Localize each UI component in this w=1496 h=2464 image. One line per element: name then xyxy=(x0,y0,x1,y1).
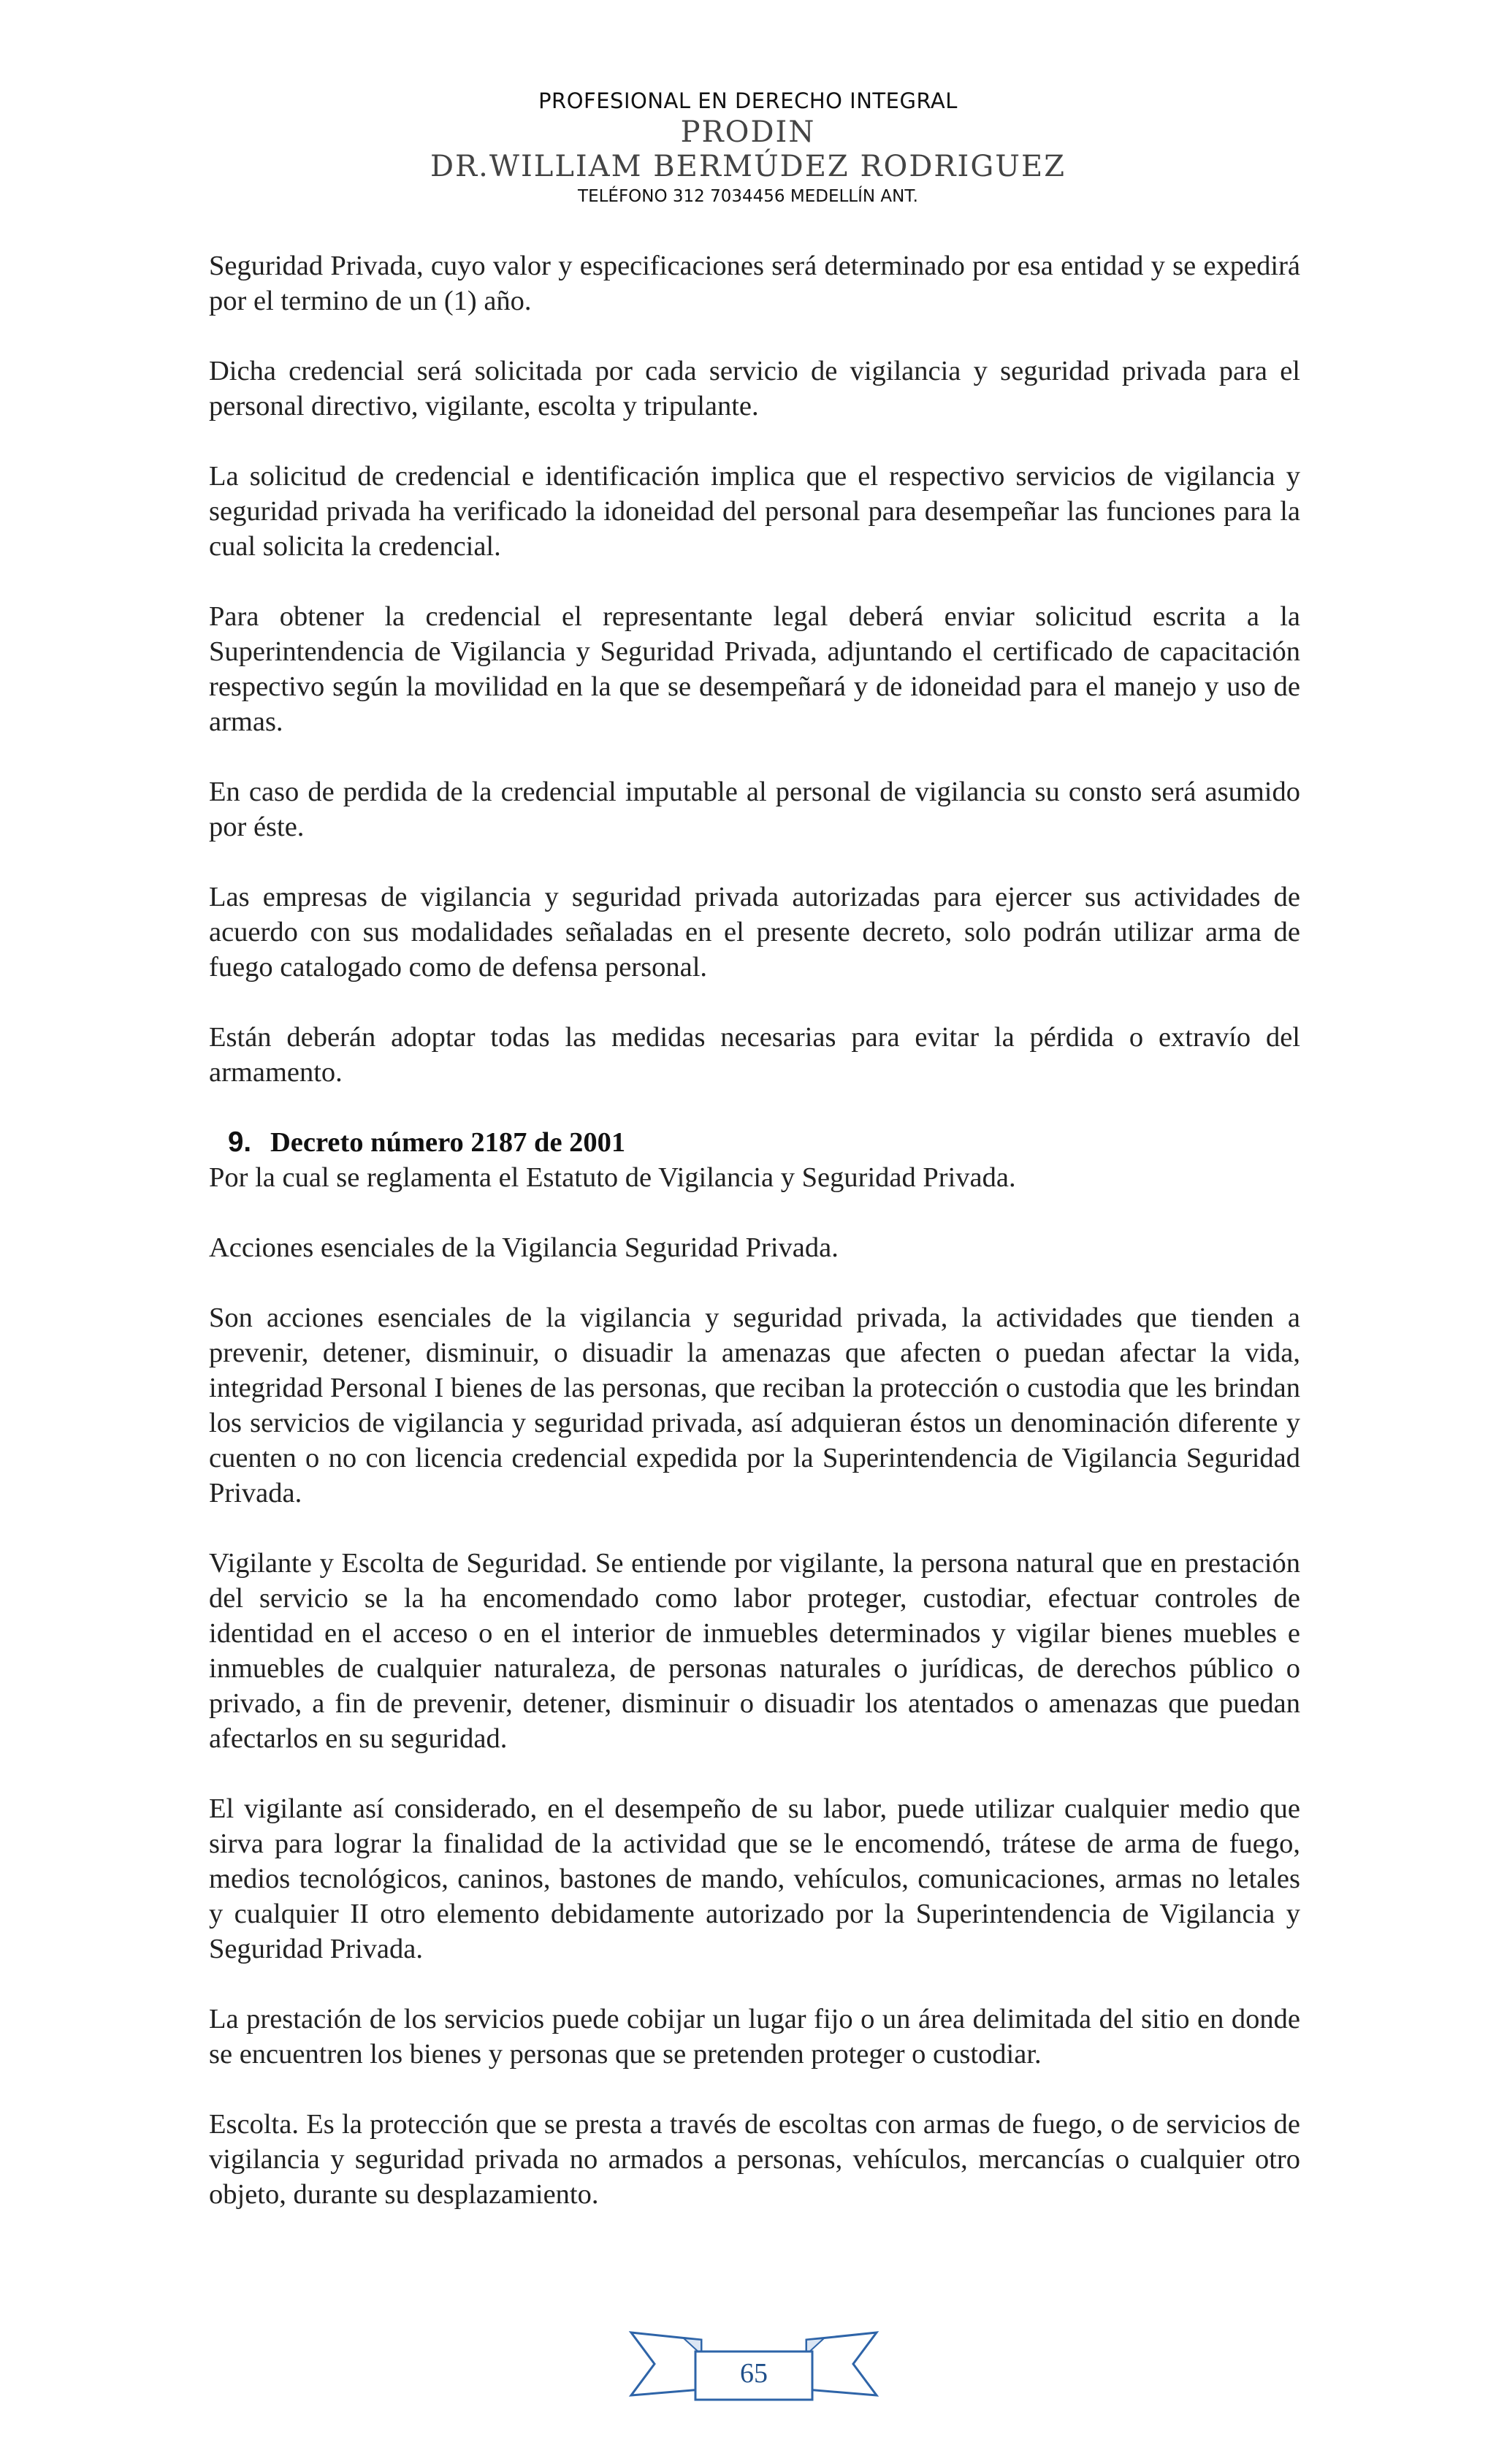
paragraph: Son acciones esenciales de la vigilancia y seguridad privada, la actividades que tienden a prevenir, detener, disminuir, o disuadir la amenazas que afecten o puedan afectar la vida, integridad Personal I bienes de las personas, que reciban la protección o custodia que les brindan los servicios de vigilancia y seguridad privada, así adquieran éstos un denominación diferente y cuenten o no con licencia credencial expedida por la Superintendencia de Vigilancia Seguridad Privada. xyxy=(209,1302,1300,1508)
header-phone: TELÉFONO 312 7034456 MEDELLÍN ANT. xyxy=(578,187,918,206)
paragraph: Por la cual se reglamenta el Estatuto de Vigilancia y Seguridad Privada. xyxy=(209,1162,1016,1193)
section-heading xyxy=(209,1125,1300,1160)
document-body xyxy=(209,248,1300,2212)
paragraph: En caso de perdida de la credencial imputable al personal de vigilancia su consto será asumido por éste. xyxy=(209,777,1300,842)
paragraph: Las empresas de vigilancia y seguridad privada autorizadas para ejercer sus actividades de acuerdo con sus modalidades señaladas en el presente decreto, solo podrán utilizar arma de fuego catalogado como de defensa personal. xyxy=(209,882,1300,983)
paragraph: Escolta. Es la protección que se presta a través de escoltas con armas de fuego, o de servicios de vigilancia y seguridad privada no armados a personas, vehículos, mercancías o cualquier otro objeto, durante su desplazamiento. xyxy=(209,2109,1300,2210)
header-firm-name: PRODIN xyxy=(680,115,816,149)
paragraph: Vigilante y Escolta de Seguridad. Se entiende por vigilante, la persona natural que en prestación del servicio se la ha encomendado como labor proteger, custodiar, efectuar controles de identidad en el acceso o en el interior de inmuebles determinados y vigilar bienes muebles e inmuebles de cualquier naturaleza, de personas naturales o jurídicas, de derechos público o privado, a fin de prevenir, detener, disminuir o disuadir los atentados o amenazas que puedan afectarlos en su seguridad. xyxy=(209,1548,1300,1754)
paragraph: Para obtener la credencial el representante legal deberá enviar solicitud escrita a la Superintendencia de Vigilancia y Seguridad Privada, adjuntando el certificado de capacitación respectivo según la movilidad en la que se desempeñará y de idoneidad para el manejo y uso de armas. xyxy=(209,601,1300,737)
paragraph: Están deberán adoptar todas las medidas necesarias para evitar la pérdida o extravío del armamento. xyxy=(209,1022,1300,1088)
paragraph: El vigilante así considerado, en el desempeño de su labor, puede utilizar cualquier medio que sirva para lograr la finalidad de la actividad que se le encomendó, trátese de arma de fuego, medios tecnológicos, caninos, bastones de mando, vehículos, comunicaciones, armas no letales y cualquier II otro elemento debidamente autorizado por la Superintendencia de Vigilancia y Seguridad Privada. xyxy=(209,1793,1300,1964)
paragraph: Seguridad Privada, cuyo valor y especificaciones será determinado por esa entidad y se expedirá por el termino de un (1) año. xyxy=(209,251,1300,316)
header-lawyer-name: DR.WILLIAM BERMÚDEZ RODRIGUEZ xyxy=(430,150,1066,183)
section-number: 9. xyxy=(228,1126,252,1158)
section-title: Decreto número 2187 de 2001 xyxy=(270,1127,626,1158)
page-footer xyxy=(628,2325,879,2413)
paragraph: La solicitud de credencial e identificación implica que el respectivo servicios de vigilancia y seguridad privada ha verificado la idoneidad del personal para desempeñar las funciones para la cual solicita la credencial. xyxy=(209,461,1300,562)
page-header xyxy=(0,86,1496,209)
paragraph: Acciones esenciales de la Vigilancia Seguridad Privada. xyxy=(209,1232,839,1263)
header-firm-type: PROFESIONAL EN DERECHO INTEGRAL xyxy=(538,88,958,113)
page-number: 65 xyxy=(740,2358,768,2389)
paragraph: La prestación de los servicios puede cobijar un lugar fijo o un área delimitada del sitio en donde se encuentren los bienes y personas que se pretenden proteger o custodiar. xyxy=(209,2004,1300,2070)
paragraph: Dicha credencial será solicitada por cada servicio de vigilancia y seguridad privada para el personal directivo, vigilante, escolta y tripulante. xyxy=(209,356,1300,422)
